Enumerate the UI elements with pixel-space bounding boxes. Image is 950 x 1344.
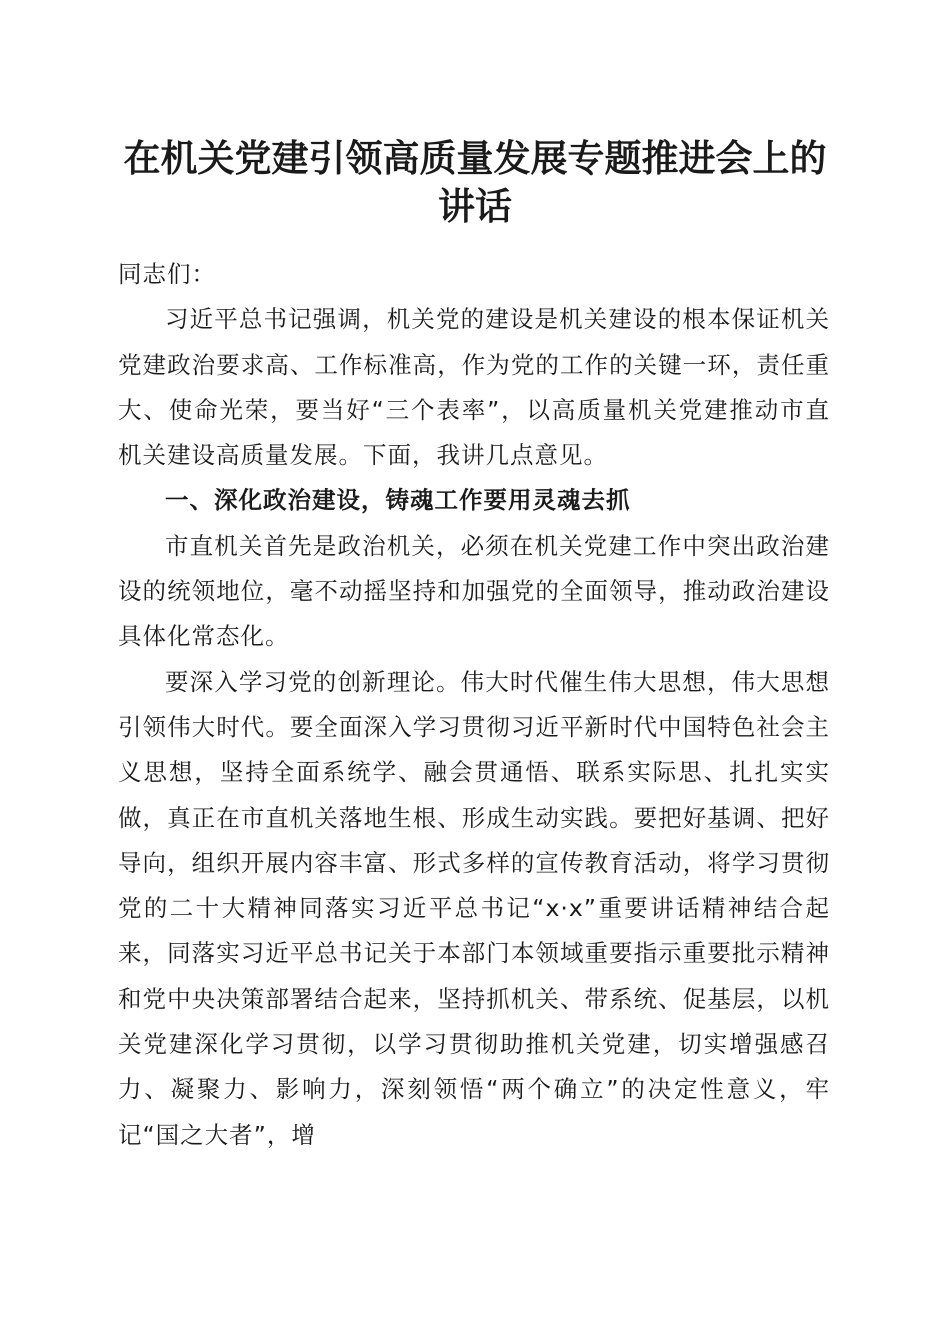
document-title: 在机关党建引领高质量发展专题推进会上的讲话 xyxy=(123,136,827,228)
section-heading: 一、深化政治建设，铸魂工作要用灵魂去抓 xyxy=(165,486,631,515)
document-body xyxy=(118,252,830,1158)
section-paragraph: 要深入学习党的创新理论。伟大时代催生伟大思想，伟大思想引领伟大时代。要全面深入学习贯彻习近平新时代中国特色社会主义思想，坚持全面系统学、融会贯通悟、联系实际思、扎扎实实做，真正在市直机关落地生根、形成生动实践。要把好基调、把好导向，组织开展内容丰富、形式多样的宣传教育活动，将学习贯彻党的二十大精神同落实习近平总书记“x·x”重要讲话精神结合起来，同落实习近平总书记关于本部门本领域重要指示重要批示精神和党中央决策部署结合起来，坚持抓机关、带系统、促基层，以机关党建深化学习贯彻，以学习贯彻助推机关党建，切实增强感召力、凝聚力、影响力，深刻领悟“两个确立”的决定性意义，牢记“国之大者”，增 xyxy=(118,667,830,1149)
intro-paragraph: 习近平总书记强调，机关党的建设是机关建设的根本保证机关党建政治要求高、工作标准高，作为党的工作的关键一环，责任重大、使命光荣，要当好“三个表率”，以高质量机关党建推动市直机关建设高质量发展。下面，我讲几点意见。 xyxy=(118,305,830,470)
section-paragraph: 市直机关首先是政治机关，必须在机关党建工作中突出政治建设的统领地位，毫不动摇坚持和加强党的全面领导，推动政治建设具体化常态化。 xyxy=(118,531,830,651)
salutation: 同志们： xyxy=(118,260,216,288)
